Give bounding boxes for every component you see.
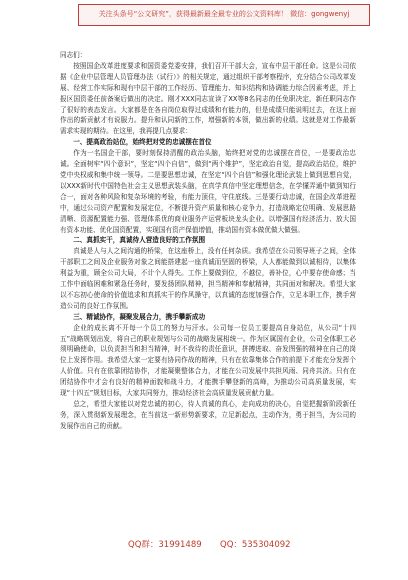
- section-heading-1: 一、提高政治站位，始终把对党的忠诚摆在首位: [73, 138, 212, 147]
- promo-banner-text: 关注头条号“公文研究”，获得最新最全最专业的公文资料库！ 微信：gongwenyj: [98, 10, 350, 18]
- paragraph-intro: 按照国企改革进度要求和国资委党委安排，我们召开干部大会，宣布中层干部任命。这是公司依据《企业中层管理人员管理办法（试行）》的相关规定，通过组织干部考察程序，充分结合公司改革发展、经营工作实际和现有中层干部的工作经历、管理能力、知识结构和协调能力综合因素考虑，并上报区国资委任前备案后做出的决定。刚才XXX同志宣读了XX等8名同志的任免职决定，新任职同志作了很好的表态发言。大家都是在各自岗位取得过成绩和有能力的，但是成绩只能说明过去，在这上面作出的新贡献才有说服力。提升和认同新的工作，增强新的本领，做出新的业绩。这就是对工作最新需求实现的期待。在这里，我再提几点要求：: [60, 61, 356, 136]
- paragraph-section-1: 作为一名国企干部，要时刻保持清醒的政治头脑，始终把对党的忠诚摆在首位，一是要政治忠诚。全面树牢“四个意识”，坚定“四个自信”，做到“两个维护”，坚定政治自觉，提高政治站位，维护党中央权威和集中统一领导。二是要思想忠诚，在坚定“四个自信”和强化理论武装上做到思想自觉，以XXX新时代中国特色社会主义思想武装头脑，在真学真信中坚定理想信念，在学懂弄通中做到知行合一，面对各种风险和复杂环境的考验，有能力顶住，守住底线。三是要行动忠诚，在国企改革进程中，通过公司资产配置和发展定位，不断提升资产质量和核心竞争力，打造战略定位明确、发展思路清晰、资源配置能力强、管理体系优的商业服务产运营板块龙头企业。以增强国有经济活力、放大国有资本功能、优化国资配置，实现国有资产保值增值，推动国有资本做优做大做强。: [60, 149, 356, 234]
- document-body: [60, 50, 356, 432]
- section-heading-3: 三、精诚协作，凝聚发展合力，携手攀新成功: [73, 312, 206, 321]
- qq-number: QQ：535304092: [220, 540, 291, 550]
- greeting: 同志们：: [60, 51, 87, 59]
- paragraph-conclusion: 总之，希望大家能以对党忠诚的初心，待人真诚的真心，走向成功的决心，自觉把握新阶段新任务，深入贯彻新发展理念，在当前这一新形势新要求，立足新起点，主动作为，勇于担当，为公司的发展作出自己的贡献。: [60, 400, 356, 430]
- paragraph-section-3: 企业的成长离不开每一个员工的努力与汗水。公司每一位员工要提高自身站位，从公司“十四五”战略规划出发，将自己的职业规划与公司的战略发展相统一。作为区属国有企业，公司全体职工必须明确使命，以负责担当和担当精神，时不我待的责任意识，拼搏进取、奋发图强的精神在自己的岗位上发挥作用。我希望大家一定要有协同作战的精神，只有在依靠集体合作的前提下才能充分发挥个人价值。只有在依靠团结协作，才能凝聚整体合力，才能在公司发展中共担风雨、同舟共济。只有在团结协作中才会有良好的精神面貌和战斗力，才能携手攀登新的高峰，为推动公司高质量发展，实现“十四五”规划目标，大家共同努力，推动经济社会高质量发展贡献力量。: [60, 323, 356, 398]
- footer-contact: [0, 538, 408, 552]
- promo-banner: [78, 4, 370, 26]
- section-heading-2: 二、真抓实干，真诚待人营造良好的工作氛围: [73, 236, 206, 245]
- qq-group-number: QQ群：31991489: [128, 540, 202, 550]
- paragraph-section-2: 真诚是人与人之间沟通的桥梁，在这座桥上，没有任何杂质。我希望在公司领导班子之间，全体干部职工之间及企业服务对象之间能搭建起一座真诚而坚固的桥梁，人人都能做到以诚相待，以集体利益为重，顾全公司大局，不计个人得失。工作上要做到位，不越位，善补位，心中要存使命感；当工作中面临困难和紧急任务时，要发扬团队精神，担当精神和奉献精神，共同面对和解决。希望大家以不忘初心使命的价值追求和真抓实干的作风操守，以真诚的态度加强合作，立足本职工作，携手营造公司的良好工作氛围。: [60, 247, 356, 310]
